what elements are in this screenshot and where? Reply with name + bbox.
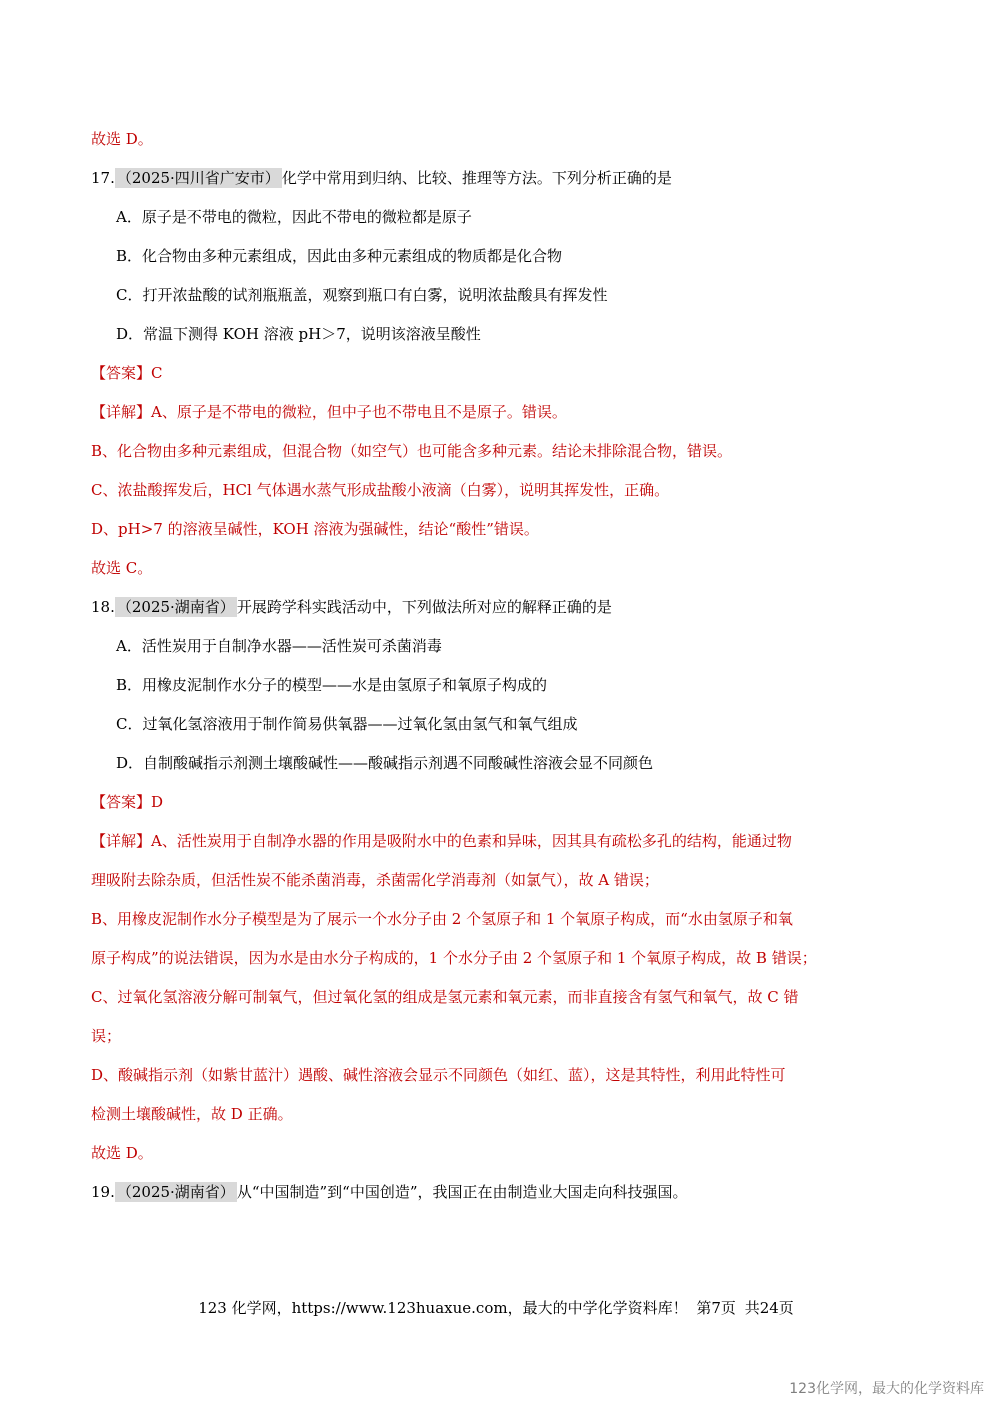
footer-total: 共24页 [744,1299,794,1317]
q17-option-a: A．原子是不带电的微粒，因此不带电的微粒都是原子 [116,208,472,226]
q18-detail-3: B、用橡皮泥制作水分子模型是为了展示一个水分子由 2 个氢原子和 1 个氧原子构成，而“水由氢原子和氧 [91,910,793,928]
q18-detail-6: 误； [91,1027,122,1045]
q18-detail-8: 检测土壤酸碱性，故 D 正确。 [91,1105,293,1123]
q17-detail-3: C、浓盐酸挥发后，HCl 气体遇水蒸气形成盐酸小液滴（白雾），说明其挥发性，正确。 [91,481,670,499]
q17-detail-1 [91,401,912,423]
q18-conclusion: 故选 D。 [91,1144,153,1162]
page-footer [0,1297,992,1319]
detail-label: 【详解】 [91,403,152,421]
q18-option-b: B．用橡皮泥制作水分子的模型——水是由氢原子和氧原子构成的 [116,676,548,694]
q17-detail-4: D、pH>7 的溶液呈碱性，KOH 溶液为强碱性，结论“酸性”错误。 [91,520,539,538]
q17-option-c: C．打开浓盐酸的试剂瓶瓶盖，观察到瓶口有白雾，说明浓盐酸具有挥发性 [116,286,608,304]
question-source-tag: （2025·四川省广安市） [116,169,280,187]
question-18-stem [91,596,912,618]
footer-page: 第7页 [696,1299,736,1317]
detail-text: A、活性炭用于自制净水器的作用是吸附水中的色素和异味，因其具有疏松多孔的结构，能通过物 [151,832,792,850]
q17-option-b: B．化合物由多种元素组成，因此由多种元素组成的物质都是化合物 [116,247,563,265]
footer-site: 123 化学网，https://www.123huaxue.com，最大的中学化学资料库！ [198,1299,688,1317]
q17-conclusion: 故选 C。 [91,559,153,577]
q18-detail-5: C、过氧化氢溶液分解可制氧气，但过氧化氢的组成是氢元素和氧元素，而非直接含有氢气和氧气，故 C 错 [91,988,799,1006]
question-number: 17. [91,169,115,187]
answer-label: 【答案】 [91,364,152,382]
question-stem: 开展跨学科实践活动中，下列做法所对应的解释正确的是 [236,598,612,616]
q17-option-d: D．常温下测得 KOH 溶液 pH＞7，说明该溶液呈酸性 [116,325,481,343]
answer-value: C [151,364,163,382]
q18-detail-2: 理吸附去除杂质，但活性炭不能杀菌消毒，杀菌需化学消毒剂（如氯气），故 A 错误； [91,871,659,889]
question-19-stem [91,1181,912,1203]
q18-option-c: C．过氧化氢溶液用于制作简易供氧器——过氧化氢由氢气和氧气组成 [116,715,578,733]
q17-answer [91,362,912,384]
watermark: 123化学网，最大的化学资料库 [789,1381,984,1397]
question-number: 18. [91,598,115,616]
question-source-tag: （2025·湖南省） [116,1183,235,1201]
q17-detail-2: B、化合物由多种元素组成，但混合物（如空气）也可能含多种元素。结论未排除混合物，错误。 [91,442,733,460]
q18-detail-1 [91,830,912,852]
question-number: 19. [91,1183,115,1201]
q18-option-d: D．自制酸碱指示剂测土壤酸碱性——酸碱指示剂遇不同酸碱性溶液会显不同颜色 [116,754,654,772]
q18-option-a: A．活性炭用于自制净水器——活性炭可杀菌消毒 [116,637,442,655]
q18-detail-4: 原子构成”的说法错误，因为水是由水分子构成的，1 个水分子由 2 个氢原子和 1 个氧原子构成，故 B 错误； [91,949,817,967]
prev-conclusion: 故选 D。 [91,130,153,148]
q18-detail-7: D、酸碱指示剂（如紫甘蓝汁）遇酸、碱性溶液会显示不同颜色（如红、蓝），这是其特性，利用此特性可 [91,1066,786,1084]
question-17-stem [91,167,912,189]
q18-answer [91,791,912,813]
answer-label: 【答案】 [91,793,152,811]
question-stem: 从“中国制造”到“中国创造”，我国正在由制造业大国走向科技强国。 [236,1183,688,1201]
detail-text: A、原子是不带电的微粒，但中子也不带电且不是原子。错误。 [151,403,567,421]
question-source-tag: （2025·湖南省） [116,598,235,616]
question-stem: 化学中常用到归纳、比较、推理等方法。下列分析正确的是 [281,169,672,187]
answer-value: D [151,793,164,811]
detail-label: 【详解】 [91,832,152,850]
